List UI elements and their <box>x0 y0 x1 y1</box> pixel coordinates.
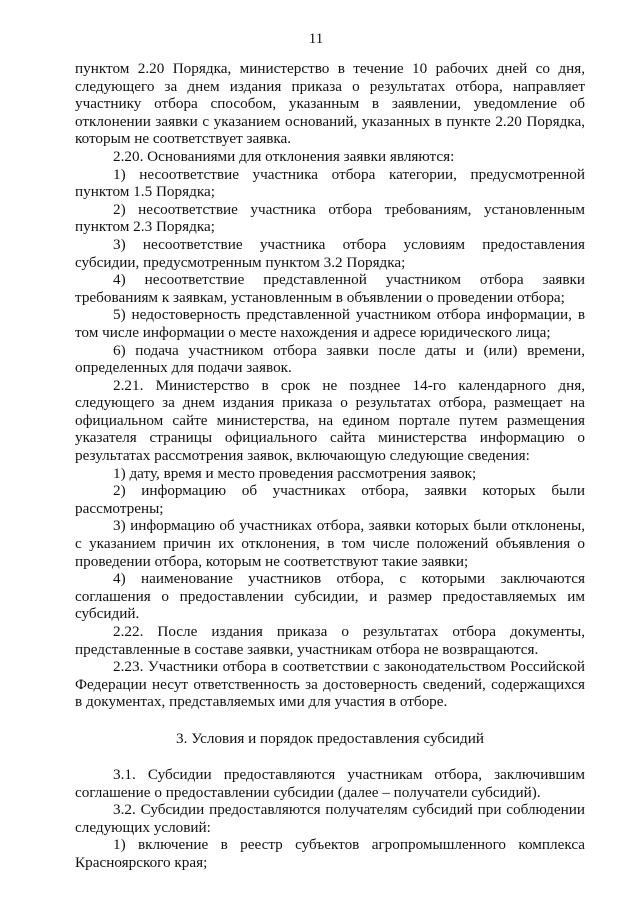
list-item: 1) несоответствие участника отбора категории, предусмотренной пунктом 1.5 Порядка; <box>75 165 585 201</box>
list-item: 2) несоответствие участника отбора требованиям, установленным пунктом 2.3 Порядка; <box>75 200 585 236</box>
list-item: 4) несоответствие представленной участником отбора заявки требованиям к заявкам, установленным в объявлении о проведении отбора; <box>75 271 585 306</box>
paragraph-2-23: 2.23. Участники отбора в соответствии с законодательством Российской Федерации несут ответственность за достоверность сведений, содержащихся в документах, представляемых ими для участия в отборе. <box>75 658 585 711</box>
list-item: 3) информацию об участниках отбора, заявки которых были отклонены, с указанием причин их отклонения, в том числе положений объявления о проведении отбора, которым не соответствуют такие заявки; <box>75 517 585 570</box>
paragraph-continuation: пунктом 2.20 Порядка, министерство в течение 10 рабочих дней со дня, следующего за днем издания приказа о результатах отбора, направляет участнику отбора способом, указанным в заявлении, уведомление об отклонении заявки с указанием оснований, указанных в пункте 2.20 Порядка, которым не соответствует заявка. <box>75 60 585 148</box>
paragraph-2-22: 2.22. После издания приказа о результатах отбора документы, представленные в составе заявки, участникам отбора не возвращаются. <box>75 623 585 658</box>
list-item: 1) включение в реестр субъектов агропромышленного комплекса Красноярского края; <box>75 836 585 871</box>
page-number: 11 <box>308 31 324 47</box>
paragraph-3-2: 3.2. Субсидии предоставляются получателям субсидий при соблюдении следующих условий: <box>75 801 585 836</box>
list-item: 5) недостоверность представленной участником отбора информации, в том числе информации о месте нахождения и адресе юридического лица; <box>75 306 585 341</box>
list-item: 6) подача участником отбора заявки после даты и (или) времени, определенных для подачи заявок. <box>75 341 585 377</box>
paragraph-2-21: 2.21. Министерство в срок не позднее 14-го календарного дня, следующего за днем издания приказа о результатах отбора, размещает на официальном сайте министерства, на едином портале путем размещения указателя страницы официального сайта министерства информацию о результатах рассмотрения заявок, включающую следующие сведения: <box>75 376 585 465</box>
list-item: 1) дату, время и место проведения рассмотрения заявок; <box>113 464 477 482</box>
document-body <box>75 60 585 872</box>
section-heading: 3. Условия и порядок предоставления субсидий <box>176 729 484 747</box>
list-item: 3) несоответствие участника отбора условиям предоставления субсидии, предусмотренным пунктом 3.2 Порядка; <box>75 235 585 271</box>
list-item: 2) информацию об участниках отбора, заявки которых были рассмотрены; <box>75 482 585 517</box>
list-item: 4) наименование участников отбора, с которыми заключаются соглашения о предоставлении субсидии, и размер предоставляемых им субсидий. <box>75 570 585 623</box>
paragraph-3-1: 3.1. Субсидии предоставляются участникам отбора, заключившим соглашение о предоставлении субсидии (далее – получатели субсидий). <box>75 765 585 801</box>
paragraph-2-20: 2.20. Основаниями для отклонения заявки являются: <box>113 147 455 165</box>
